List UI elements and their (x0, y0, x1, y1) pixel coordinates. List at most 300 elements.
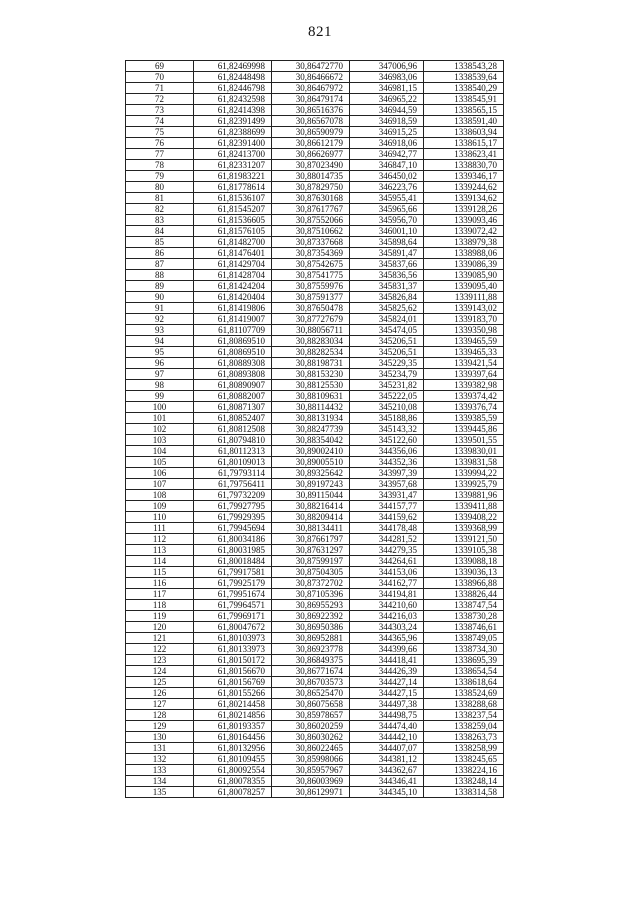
point-number-cell: 111 (126, 523, 194, 534)
point-number-cell: 130 (126, 732, 194, 743)
longitude-cell: 30,86466672 (272, 72, 350, 83)
longitude-cell: 30,86129971 (272, 787, 350, 798)
x-coordinate-cell: 344178,48 (350, 523, 424, 534)
latitude-cell: 61,80889308 (194, 358, 272, 369)
point-number-cell: 120 (126, 622, 194, 633)
longitude-cell: 30,86922392 (272, 611, 350, 622)
longitude-cell: 30,87542675 (272, 259, 350, 270)
longitude-cell: 30,89197243 (272, 479, 350, 490)
longitude-cell: 30,88114432 (272, 402, 350, 413)
point-number-cell: 82 (126, 204, 194, 215)
table-row (126, 721, 504, 732)
table-row (126, 83, 504, 94)
longitude-cell: 30,87337668 (272, 237, 350, 248)
y-coordinate-cell: 1339831,58 (424, 457, 504, 468)
point-number-cell: 78 (126, 160, 194, 171)
latitude-cell: 61,80852407 (194, 413, 272, 424)
point-number-cell: 96 (126, 358, 194, 369)
table-row (126, 292, 504, 303)
point-number-cell: 122 (126, 644, 194, 655)
y-coordinate-cell: 1338618,64 (424, 677, 504, 688)
x-coordinate-cell: 346223,76 (350, 182, 424, 193)
table-row (126, 193, 504, 204)
point-number-cell: 98 (126, 380, 194, 391)
y-coordinate-cell: 1339925,79 (424, 479, 504, 490)
table-row (126, 182, 504, 193)
longitude-cell: 30,86479174 (272, 94, 350, 105)
latitude-cell: 61,79925179 (194, 578, 272, 589)
x-coordinate-cell: 345206,51 (350, 336, 424, 347)
y-coordinate-cell: 1338288,68 (424, 699, 504, 710)
longitude-cell: 30,88282534 (272, 347, 350, 358)
latitude-cell: 61,79964571 (194, 600, 272, 611)
x-coordinate-cell: 344427,15 (350, 688, 424, 699)
y-coordinate-cell: 1338966,88 (424, 578, 504, 589)
latitude-cell: 61,80034186 (194, 534, 272, 545)
latitude-cell: 61,80164456 (194, 732, 272, 743)
point-number-cell: 118 (126, 600, 194, 611)
y-coordinate-cell: 1338524,69 (424, 688, 504, 699)
coordinates-table-body (126, 61, 504, 798)
x-coordinate-cell: 346983,06 (350, 72, 424, 83)
x-coordinate-cell: 344418,41 (350, 655, 424, 666)
point-number-cell: 105 (126, 457, 194, 468)
point-number-cell: 89 (126, 281, 194, 292)
point-number-cell: 86 (126, 248, 194, 259)
table-row (126, 710, 504, 721)
point-number-cell: 110 (126, 512, 194, 523)
latitude-cell: 61,80794810 (194, 435, 272, 446)
longitude-cell: 30,87829750 (272, 182, 350, 193)
latitude-cell: 61,82448498 (194, 72, 272, 83)
x-coordinate-cell: 346965,22 (350, 94, 424, 105)
latitude-cell: 61,80109013 (194, 457, 272, 468)
longitude-cell: 30,88056711 (272, 325, 350, 336)
y-coordinate-cell: 1339105,38 (424, 545, 504, 556)
x-coordinate-cell: 345231,82 (350, 380, 424, 391)
table-row (126, 523, 504, 534)
x-coordinate-cell: 344346,41 (350, 776, 424, 787)
point-number-cell: 134 (126, 776, 194, 787)
y-coordinate-cell: 1339183,70 (424, 314, 504, 325)
y-coordinate-cell: 1339143,02 (424, 303, 504, 314)
y-coordinate-cell: 1339036,13 (424, 567, 504, 578)
point-number-cell: 121 (126, 633, 194, 644)
x-coordinate-cell: 344153,06 (350, 567, 424, 578)
point-number-cell: 119 (126, 611, 194, 622)
table-row (126, 446, 504, 457)
latitude-cell: 61,81476401 (194, 248, 272, 259)
x-coordinate-cell: 344162,77 (350, 578, 424, 589)
latitude-cell: 61,80882007 (194, 391, 272, 402)
table-row (126, 490, 504, 501)
table-row (126, 347, 504, 358)
x-coordinate-cell: 346942,77 (350, 149, 424, 160)
longitude-cell: 30,86923778 (272, 644, 350, 655)
y-coordinate-cell: 1338826,44 (424, 589, 504, 600)
longitude-cell: 30,86567078 (272, 116, 350, 127)
x-coordinate-cell: 344474,40 (350, 721, 424, 732)
latitude-cell: 61,80193357 (194, 721, 272, 732)
x-coordinate-cell: 346918,59 (350, 116, 424, 127)
y-coordinate-cell: 1339368,99 (424, 523, 504, 534)
point-number-cell: 93 (126, 325, 194, 336)
table-row (126, 633, 504, 644)
longitude-cell: 30,85998066 (272, 754, 350, 765)
longitude-cell: 30,87504305 (272, 567, 350, 578)
latitude-cell: 61,81983221 (194, 171, 272, 182)
x-coordinate-cell: 345898,64 (350, 237, 424, 248)
table-row (126, 226, 504, 237)
latitude-cell: 61,80156670 (194, 666, 272, 677)
x-coordinate-cell: 345824,01 (350, 314, 424, 325)
y-coordinate-cell: 1338258,99 (424, 743, 504, 754)
table-row (126, 314, 504, 325)
latitude-cell: 61,80018484 (194, 556, 272, 567)
longitude-cell: 30,86590979 (272, 127, 350, 138)
x-coordinate-cell: 346944,59 (350, 105, 424, 116)
longitude-cell: 30,88354042 (272, 435, 350, 446)
point-number-cell: 85 (126, 237, 194, 248)
point-number-cell: 87 (126, 259, 194, 270)
longitude-cell: 30,86612179 (272, 138, 350, 149)
longitude-cell: 30,86952881 (272, 633, 350, 644)
x-coordinate-cell: 345891,47 (350, 248, 424, 259)
point-number-cell: 104 (126, 446, 194, 457)
latitude-cell: 61,80092554 (194, 765, 272, 776)
x-coordinate-cell: 346001,10 (350, 226, 424, 237)
longitude-cell: 30,88134411 (272, 523, 350, 534)
point-number-cell: 135 (126, 787, 194, 798)
x-coordinate-cell: 346981,15 (350, 83, 424, 94)
latitude-cell: 61,80132956 (194, 743, 272, 754)
y-coordinate-cell: 1338540,29 (424, 83, 504, 94)
latitude-cell: 61,79969171 (194, 611, 272, 622)
y-coordinate-cell: 1338988,06 (424, 248, 504, 259)
table-row (126, 622, 504, 633)
latitude-cell: 61,80156769 (194, 677, 272, 688)
point-number-cell: 81 (126, 193, 194, 204)
latitude-cell: 61,80031985 (194, 545, 272, 556)
longitude-cell: 30,87510662 (272, 226, 350, 237)
coordinates-table (125, 60, 504, 798)
longitude-cell: 30,87630168 (272, 193, 350, 204)
x-coordinate-cell: 345965,66 (350, 204, 424, 215)
latitude-cell: 61,81419007 (194, 314, 272, 325)
y-coordinate-cell: 1338237,54 (424, 710, 504, 721)
x-coordinate-cell: 346847,10 (350, 160, 424, 171)
y-coordinate-cell: 1338603,94 (424, 127, 504, 138)
point-number-cell: 99 (126, 391, 194, 402)
x-coordinate-cell: 344498,75 (350, 710, 424, 721)
longitude-cell: 30,86003969 (272, 776, 350, 787)
longitude-cell: 30,88131934 (272, 413, 350, 424)
longitude-cell: 30,87105396 (272, 589, 350, 600)
latitude-cell: 61,80214856 (194, 710, 272, 721)
longitude-cell: 30,87617767 (272, 204, 350, 215)
y-coordinate-cell: 1339421,54 (424, 358, 504, 369)
point-number-cell: 128 (126, 710, 194, 721)
longitude-cell: 30,89005510 (272, 457, 350, 468)
y-coordinate-cell: 1338615,17 (424, 138, 504, 149)
table-row (126, 435, 504, 446)
y-coordinate-cell: 1339445,86 (424, 424, 504, 435)
y-coordinate-cell: 1339095,40 (424, 281, 504, 292)
y-coordinate-cell: 1339465,33 (424, 347, 504, 358)
longitude-cell: 30,87591377 (272, 292, 350, 303)
x-coordinate-cell: 344365,96 (350, 633, 424, 644)
point-number-cell: 91 (126, 303, 194, 314)
table-row (126, 270, 504, 281)
y-coordinate-cell: 1339385,59 (424, 413, 504, 424)
latitude-cell: 61,82388699 (194, 127, 272, 138)
point-number-cell: 106 (126, 468, 194, 479)
table-row (126, 160, 504, 171)
point-number-cell: 70 (126, 72, 194, 83)
x-coordinate-cell: 344194,81 (350, 589, 424, 600)
y-coordinate-cell: 1339994,22 (424, 468, 504, 479)
x-coordinate-cell: 345122,60 (350, 435, 424, 446)
y-coordinate-cell: 1339086,39 (424, 259, 504, 270)
x-coordinate-cell: 344210,60 (350, 600, 424, 611)
table-row (126, 699, 504, 710)
longitude-cell: 30,87631297 (272, 545, 350, 556)
longitude-cell: 30,87023490 (272, 160, 350, 171)
latitude-cell: 61,79917581 (194, 567, 272, 578)
latitude-cell: 61,80871307 (194, 402, 272, 413)
longitude-cell: 30,86703573 (272, 677, 350, 688)
point-number-cell: 126 (126, 688, 194, 699)
latitude-cell: 61,80812508 (194, 424, 272, 435)
x-coordinate-cell: 346918,06 (350, 138, 424, 149)
x-coordinate-cell: 344352,36 (350, 457, 424, 468)
table-row (126, 237, 504, 248)
y-coordinate-cell: 1339376,74 (424, 402, 504, 413)
x-coordinate-cell: 345188,86 (350, 413, 424, 424)
latitude-cell: 61,79793114 (194, 468, 272, 479)
longitude-cell: 30,86020259 (272, 721, 350, 732)
y-coordinate-cell: 1338259,04 (424, 721, 504, 732)
y-coordinate-cell: 1338746,61 (424, 622, 504, 633)
x-coordinate-cell: 344442,10 (350, 732, 424, 743)
latitude-cell: 61,79927795 (194, 501, 272, 512)
table-row (126, 138, 504, 149)
x-coordinate-cell: 344303,24 (350, 622, 424, 633)
x-coordinate-cell: 344281,52 (350, 534, 424, 545)
latitude-cell: 61,81419806 (194, 303, 272, 314)
x-coordinate-cell: 346915,25 (350, 127, 424, 138)
x-coordinate-cell: 345206,51 (350, 347, 424, 358)
point-number-cell: 76 (126, 138, 194, 149)
latitude-cell: 61,80112313 (194, 446, 272, 457)
longitude-cell: 30,88216414 (272, 501, 350, 512)
y-coordinate-cell: 1339501,55 (424, 435, 504, 446)
table-row (126, 677, 504, 688)
y-coordinate-cell: 1339072,42 (424, 226, 504, 237)
longitude-cell: 30,85978657 (272, 710, 350, 721)
longitude-cell: 30,86955293 (272, 600, 350, 611)
table-row (126, 171, 504, 182)
x-coordinate-cell: 345825,62 (350, 303, 424, 314)
point-number-cell: 124 (126, 666, 194, 677)
x-coordinate-cell: 345229,35 (350, 358, 424, 369)
table-row (126, 787, 504, 798)
latitude-cell: 61,79732209 (194, 490, 272, 501)
table-row (126, 204, 504, 215)
y-coordinate-cell: 1339085,90 (424, 270, 504, 281)
table-row (126, 501, 504, 512)
table-row (126, 116, 504, 127)
y-coordinate-cell: 1339830,01 (424, 446, 504, 457)
table-row (126, 336, 504, 347)
point-number-cell: 101 (126, 413, 194, 424)
x-coordinate-cell: 344497,38 (350, 699, 424, 710)
longitude-cell: 30,88014735 (272, 171, 350, 182)
latitude-cell: 61,80869510 (194, 336, 272, 347)
longitude-cell: 30,86525470 (272, 688, 350, 699)
point-number-cell: 125 (126, 677, 194, 688)
point-number-cell: 72 (126, 94, 194, 105)
table-row (126, 556, 504, 567)
point-number-cell: 131 (126, 743, 194, 754)
point-number-cell: 92 (126, 314, 194, 325)
latitude-cell: 61,80103973 (194, 633, 272, 644)
longitude-cell: 30,86849375 (272, 655, 350, 666)
x-coordinate-cell: 343997,39 (350, 468, 424, 479)
table-row (126, 765, 504, 776)
y-coordinate-cell: 1338245,65 (424, 754, 504, 765)
x-coordinate-cell: 345474,05 (350, 325, 424, 336)
y-coordinate-cell: 1338591,40 (424, 116, 504, 127)
latitude-cell: 61,81107709 (194, 325, 272, 336)
x-coordinate-cell: 344362,67 (350, 765, 424, 776)
latitude-cell: 61,81424204 (194, 281, 272, 292)
longitude-cell: 30,88125530 (272, 380, 350, 391)
latitude-cell: 61,80893808 (194, 369, 272, 380)
point-number-cell: 114 (126, 556, 194, 567)
latitude-cell: 61,81420404 (194, 292, 272, 303)
latitude-cell: 61,82391400 (194, 138, 272, 149)
point-number-cell: 115 (126, 567, 194, 578)
x-coordinate-cell: 345143,32 (350, 424, 424, 435)
table-row (126, 105, 504, 116)
point-number-cell: 73 (126, 105, 194, 116)
point-number-cell: 97 (126, 369, 194, 380)
x-coordinate-cell: 343957,68 (350, 479, 424, 490)
y-coordinate-cell: 1339093,46 (424, 215, 504, 226)
latitude-cell: 61,82331207 (194, 160, 272, 171)
y-coordinate-cell: 1338543,28 (424, 61, 504, 72)
y-coordinate-cell: 1339088,18 (424, 556, 504, 567)
longitude-cell: 30,87727679 (272, 314, 350, 325)
table-row (126, 644, 504, 655)
point-number-cell: 129 (126, 721, 194, 732)
y-coordinate-cell: 1339121,50 (424, 534, 504, 545)
longitude-cell: 30,88109631 (272, 391, 350, 402)
latitude-cell: 61,81429704 (194, 259, 272, 270)
point-number-cell: 127 (126, 699, 194, 710)
x-coordinate-cell: 345826,84 (350, 292, 424, 303)
longitude-cell: 30,87354369 (272, 248, 350, 259)
y-coordinate-cell: 1339134,62 (424, 193, 504, 204)
point-number-cell: 69 (126, 61, 194, 72)
table-row (126, 325, 504, 336)
latitude-cell: 61,81778614 (194, 182, 272, 193)
x-coordinate-cell: 344279,35 (350, 545, 424, 556)
point-number-cell: 116 (126, 578, 194, 589)
longitude-cell: 30,88198731 (272, 358, 350, 369)
latitude-cell: 61,80078257 (194, 787, 272, 798)
y-coordinate-cell: 1338749,05 (424, 633, 504, 644)
table-row (126, 578, 504, 589)
longitude-cell: 30,88209414 (272, 512, 350, 523)
longitude-cell: 30,89002410 (272, 446, 350, 457)
table-row (126, 688, 504, 699)
latitude-cell: 61,81545207 (194, 204, 272, 215)
table-row (126, 534, 504, 545)
latitude-cell: 61,81536605 (194, 215, 272, 226)
table-row (126, 512, 504, 523)
latitude-cell: 61,82391499 (194, 116, 272, 127)
table-row (126, 754, 504, 765)
y-coordinate-cell: 1338539,64 (424, 72, 504, 83)
x-coordinate-cell: 344381,12 (350, 754, 424, 765)
table-row (126, 61, 504, 72)
point-number-cell: 71 (126, 83, 194, 94)
point-number-cell: 103 (126, 435, 194, 446)
table-row (126, 611, 504, 622)
x-coordinate-cell: 347006,96 (350, 61, 424, 72)
point-number-cell: 90 (126, 292, 194, 303)
longitude-cell: 30,86950386 (272, 622, 350, 633)
longitude-cell: 30,86075658 (272, 699, 350, 710)
x-coordinate-cell: 344216,03 (350, 611, 424, 622)
point-number-cell: 74 (126, 116, 194, 127)
x-coordinate-cell: 344264,61 (350, 556, 424, 567)
y-coordinate-cell: 1339374,42 (424, 391, 504, 402)
longitude-cell: 30,88247739 (272, 424, 350, 435)
latitude-cell: 61,79945694 (194, 523, 272, 534)
latitude-cell: 61,82469998 (194, 61, 272, 72)
table-row (126, 369, 504, 380)
table-row (126, 600, 504, 611)
x-coordinate-cell: 345222,05 (350, 391, 424, 402)
y-coordinate-cell: 1338314,58 (424, 787, 504, 798)
table-row (126, 281, 504, 292)
y-coordinate-cell: 1339411,88 (424, 501, 504, 512)
y-coordinate-cell: 1339128,26 (424, 204, 504, 215)
y-coordinate-cell: 1338545,91 (424, 94, 504, 105)
latitude-cell: 61,80214458 (194, 699, 272, 710)
table-row (126, 248, 504, 259)
x-coordinate-cell: 344345,10 (350, 787, 424, 798)
table-row (126, 358, 504, 369)
longitude-cell: 30,89115044 (272, 490, 350, 501)
longitude-cell: 30,87372702 (272, 578, 350, 589)
latitude-cell: 61,81536107 (194, 193, 272, 204)
point-number-cell: 75 (126, 127, 194, 138)
longitude-cell: 30,86516376 (272, 105, 350, 116)
point-number-cell: 123 (126, 655, 194, 666)
x-coordinate-cell: 344159,62 (350, 512, 424, 523)
table-row (126, 391, 504, 402)
y-coordinate-cell: 1338565,15 (424, 105, 504, 116)
x-coordinate-cell: 344407,07 (350, 743, 424, 754)
x-coordinate-cell: 346450,02 (350, 171, 424, 182)
x-coordinate-cell: 345836,56 (350, 270, 424, 281)
latitude-cell: 61,80047672 (194, 622, 272, 633)
latitude-cell: 61,80155266 (194, 688, 272, 699)
